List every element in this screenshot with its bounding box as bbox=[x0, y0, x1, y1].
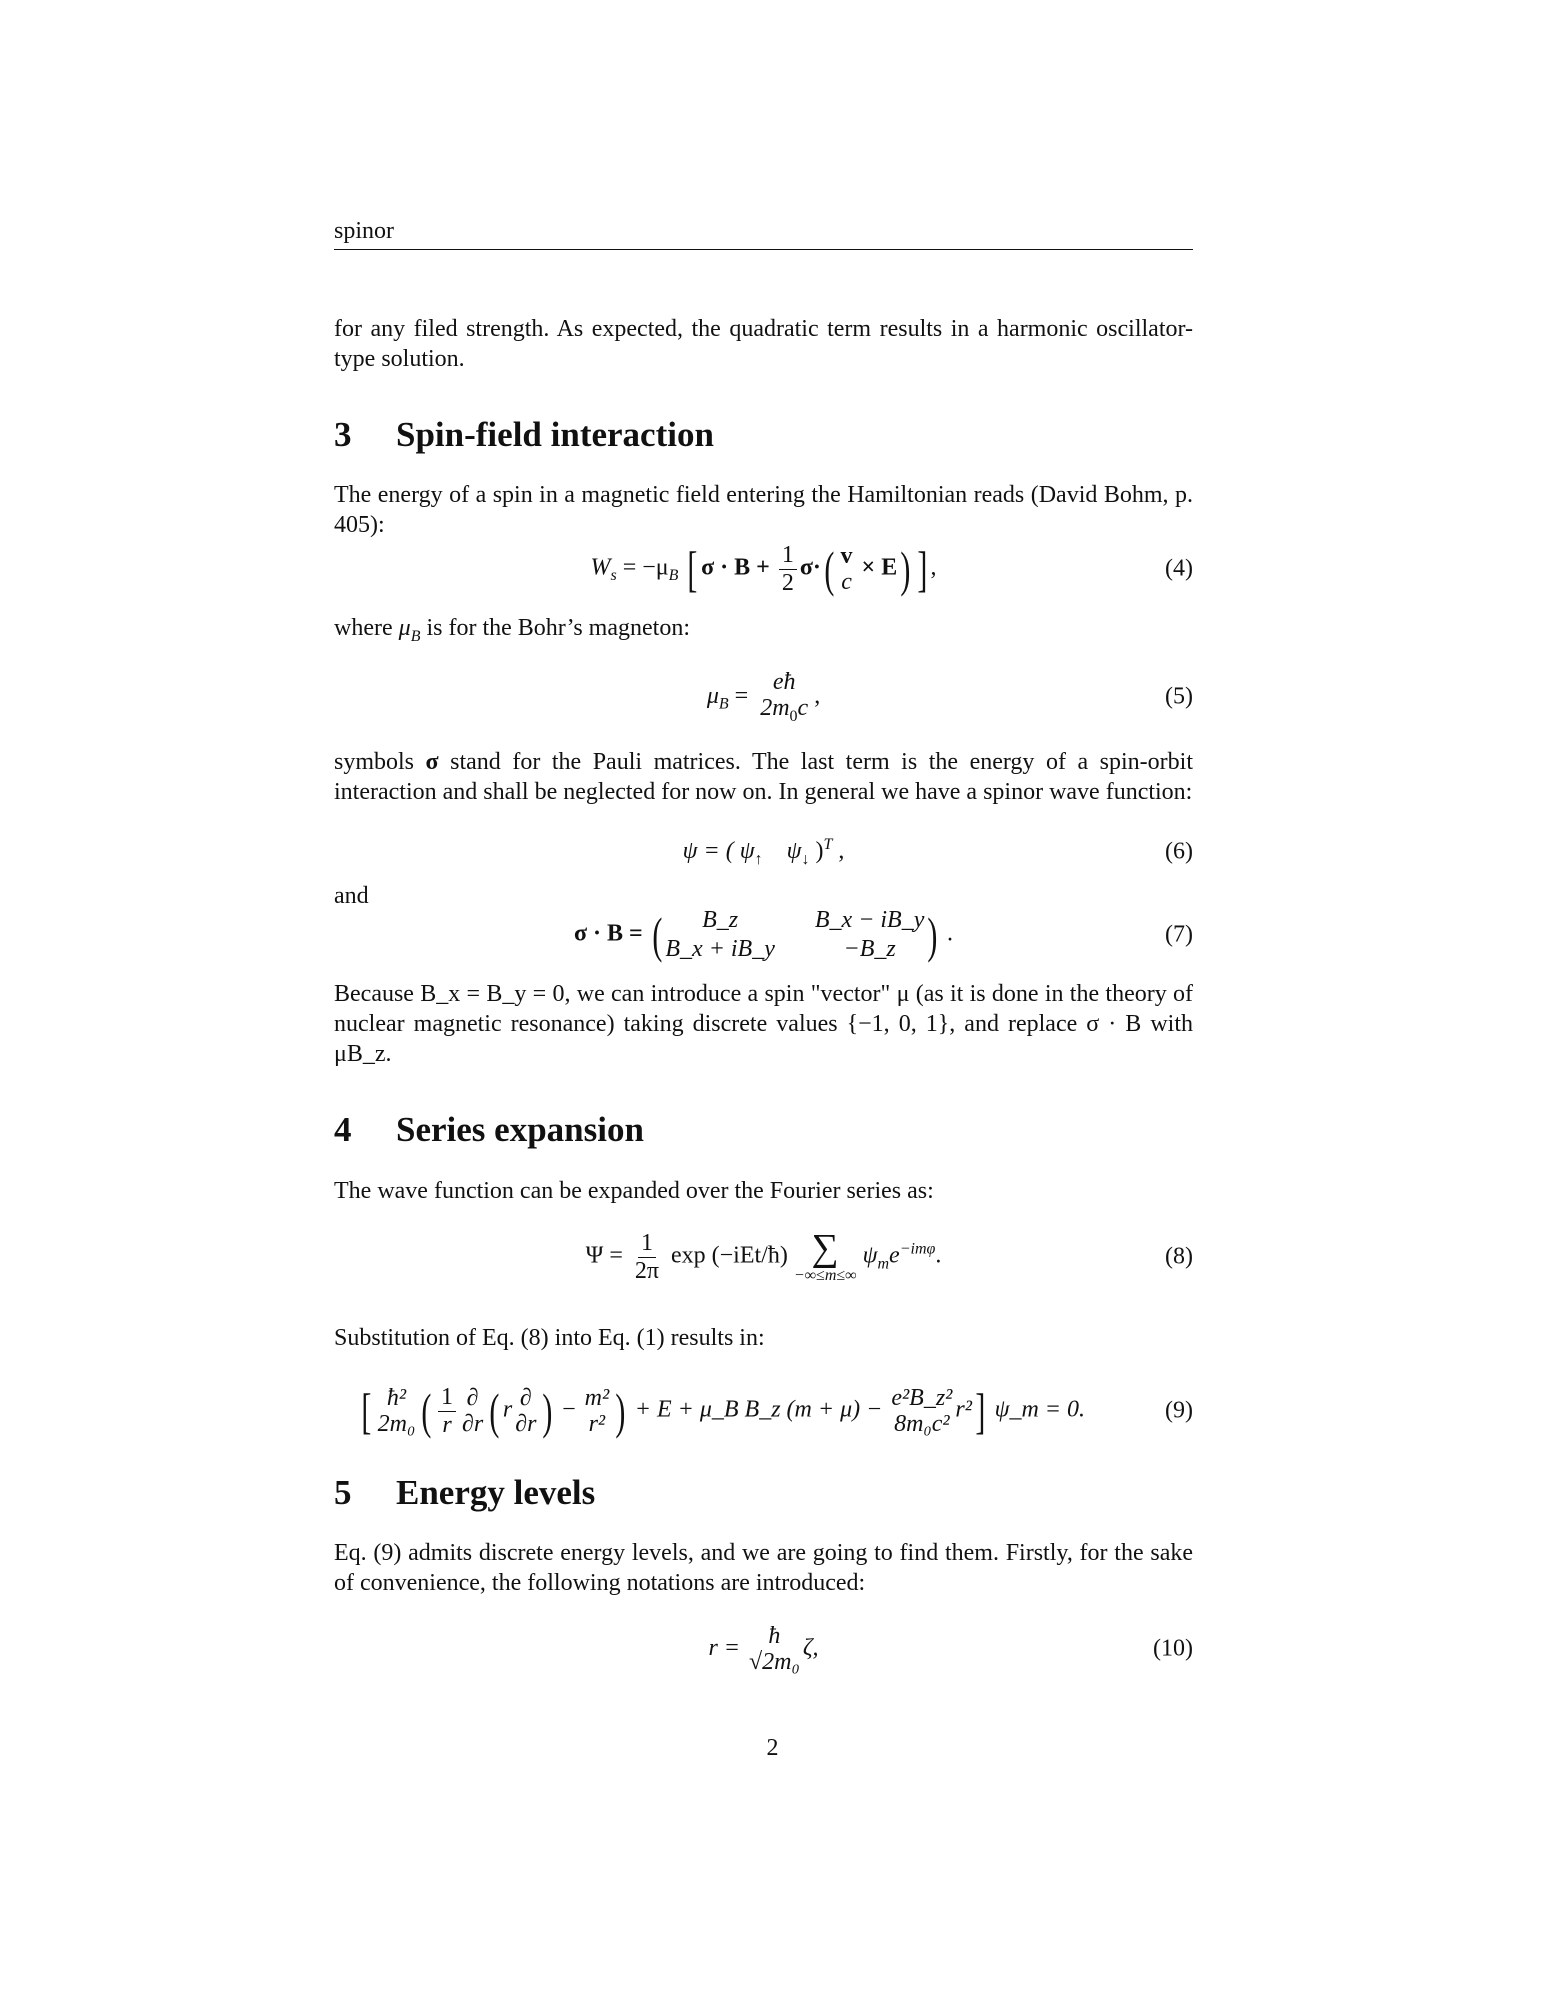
equation-5: $\mu_B$ = eħ $2m_0c$ , (5) bbox=[706, 668, 1193, 725]
section-title: Energy levels bbox=[396, 1473, 596, 1512]
paragraph: Substitution of Eq. (8) into Eq. (1) results in: bbox=[334, 1325, 765, 1351]
equation-number: (9) bbox=[1165, 1397, 1193, 1424]
section-heading-4 bbox=[334, 1110, 1193, 1150]
section-number: 5 bbox=[334, 1473, 352, 1512]
equation-6: ψ = ( $\psi_↑$ $\psi_↓$ )$^T$ , (6) bbox=[682, 835, 1193, 868]
equation-number: (7) bbox=[1165, 921, 1193, 948]
equation-number: (4) bbox=[1165, 555, 1193, 582]
running-header bbox=[334, 218, 1193, 250]
paragraph: symbols σ stand for the Pauli matrices. The last term is the energy of a spin-orbit interaction and shall be neglected for now on. In general we have a spinor wave function: bbox=[334, 749, 1193, 805]
paragraph: Eq. (9) admits discrete energy levels, and we are going to find them. Firstly, for the sake of convenience, the following notations are introduced: bbox=[334, 1540, 1193, 1596]
equation-number: (5) bbox=[1165, 683, 1193, 710]
paragraph: for any filed strength. As expected, the quadratic term results in a harmonic oscillator-type solution. bbox=[334, 316, 1193, 372]
paragraph: Because B_x = B_y = 0, we can introduce a spin "vector" μ (as it is done in the theory of nuclear magnetic resonance) taking discrete values {−1, 0, 1}, and replace σ · B with μB_z. bbox=[334, 981, 1193, 1067]
section-number: 3 bbox=[334, 415, 352, 454]
pauli-matrix: B_z B_x − iB_y B_x + iB_y −B_z bbox=[665, 907, 925, 962]
header-title: spinor bbox=[334, 218, 394, 244]
equation-number: (6) bbox=[1165, 838, 1193, 865]
paragraph: and bbox=[334, 883, 369, 909]
equation-9: [ ħ² 2m₀ ( $\frac{1}{r}$ ∂ ∂r ( r ∂ ∂r ) − m² r² ) + E + μ_B B_z (m + μ) − e²B_z² 8m₀c² r²] ψ_m = 0. (9) bbox=[361, 1383, 1193, 1439]
paragraph: The energy of a spin in a magnetic field entering the Hamiltonian reads (David Bohm, p. 405): bbox=[334, 482, 1193, 538]
equation-7: σ · B = ( B_z B_x − iB_y B_x + iB_y −B_z ) . (7) bbox=[573, 907, 1193, 963]
section-heading-5 bbox=[334, 1473, 1193, 1513]
section-title: Series expansion bbox=[396, 1110, 644, 1149]
equation-8: Ψ = $\frac{1}{2\pi}$ exp (−iEt/ħ) ∑ −∞≤m≤∞ $\psi_me^{-im\varphi}$. (8) bbox=[585, 1227, 1193, 1284]
equation-10: r = ħ √2m₀ ζ, (10) bbox=[708, 1622, 1193, 1675]
paragraph: where $\mu_B$ is for the Bohr’s magneton: bbox=[334, 615, 690, 645]
page-number: 2 bbox=[766, 1735, 779, 1761]
equation-number: (8) bbox=[1165, 1243, 1193, 1270]
section-heading-3 bbox=[334, 415, 1193, 455]
paragraph: The wave function can be expanded over the Fourier series as: bbox=[334, 1178, 934, 1204]
section-title: Spin-field interaction bbox=[396, 415, 714, 454]
equation-4: $W_s = -\mu_B$ [ σ · B + $\frac{1}{2}$ σ·( v c × E) ] , (4) bbox=[590, 541, 1193, 597]
section-number: 4 bbox=[334, 1110, 352, 1149]
equation-number: (10) bbox=[1153, 1635, 1193, 1662]
